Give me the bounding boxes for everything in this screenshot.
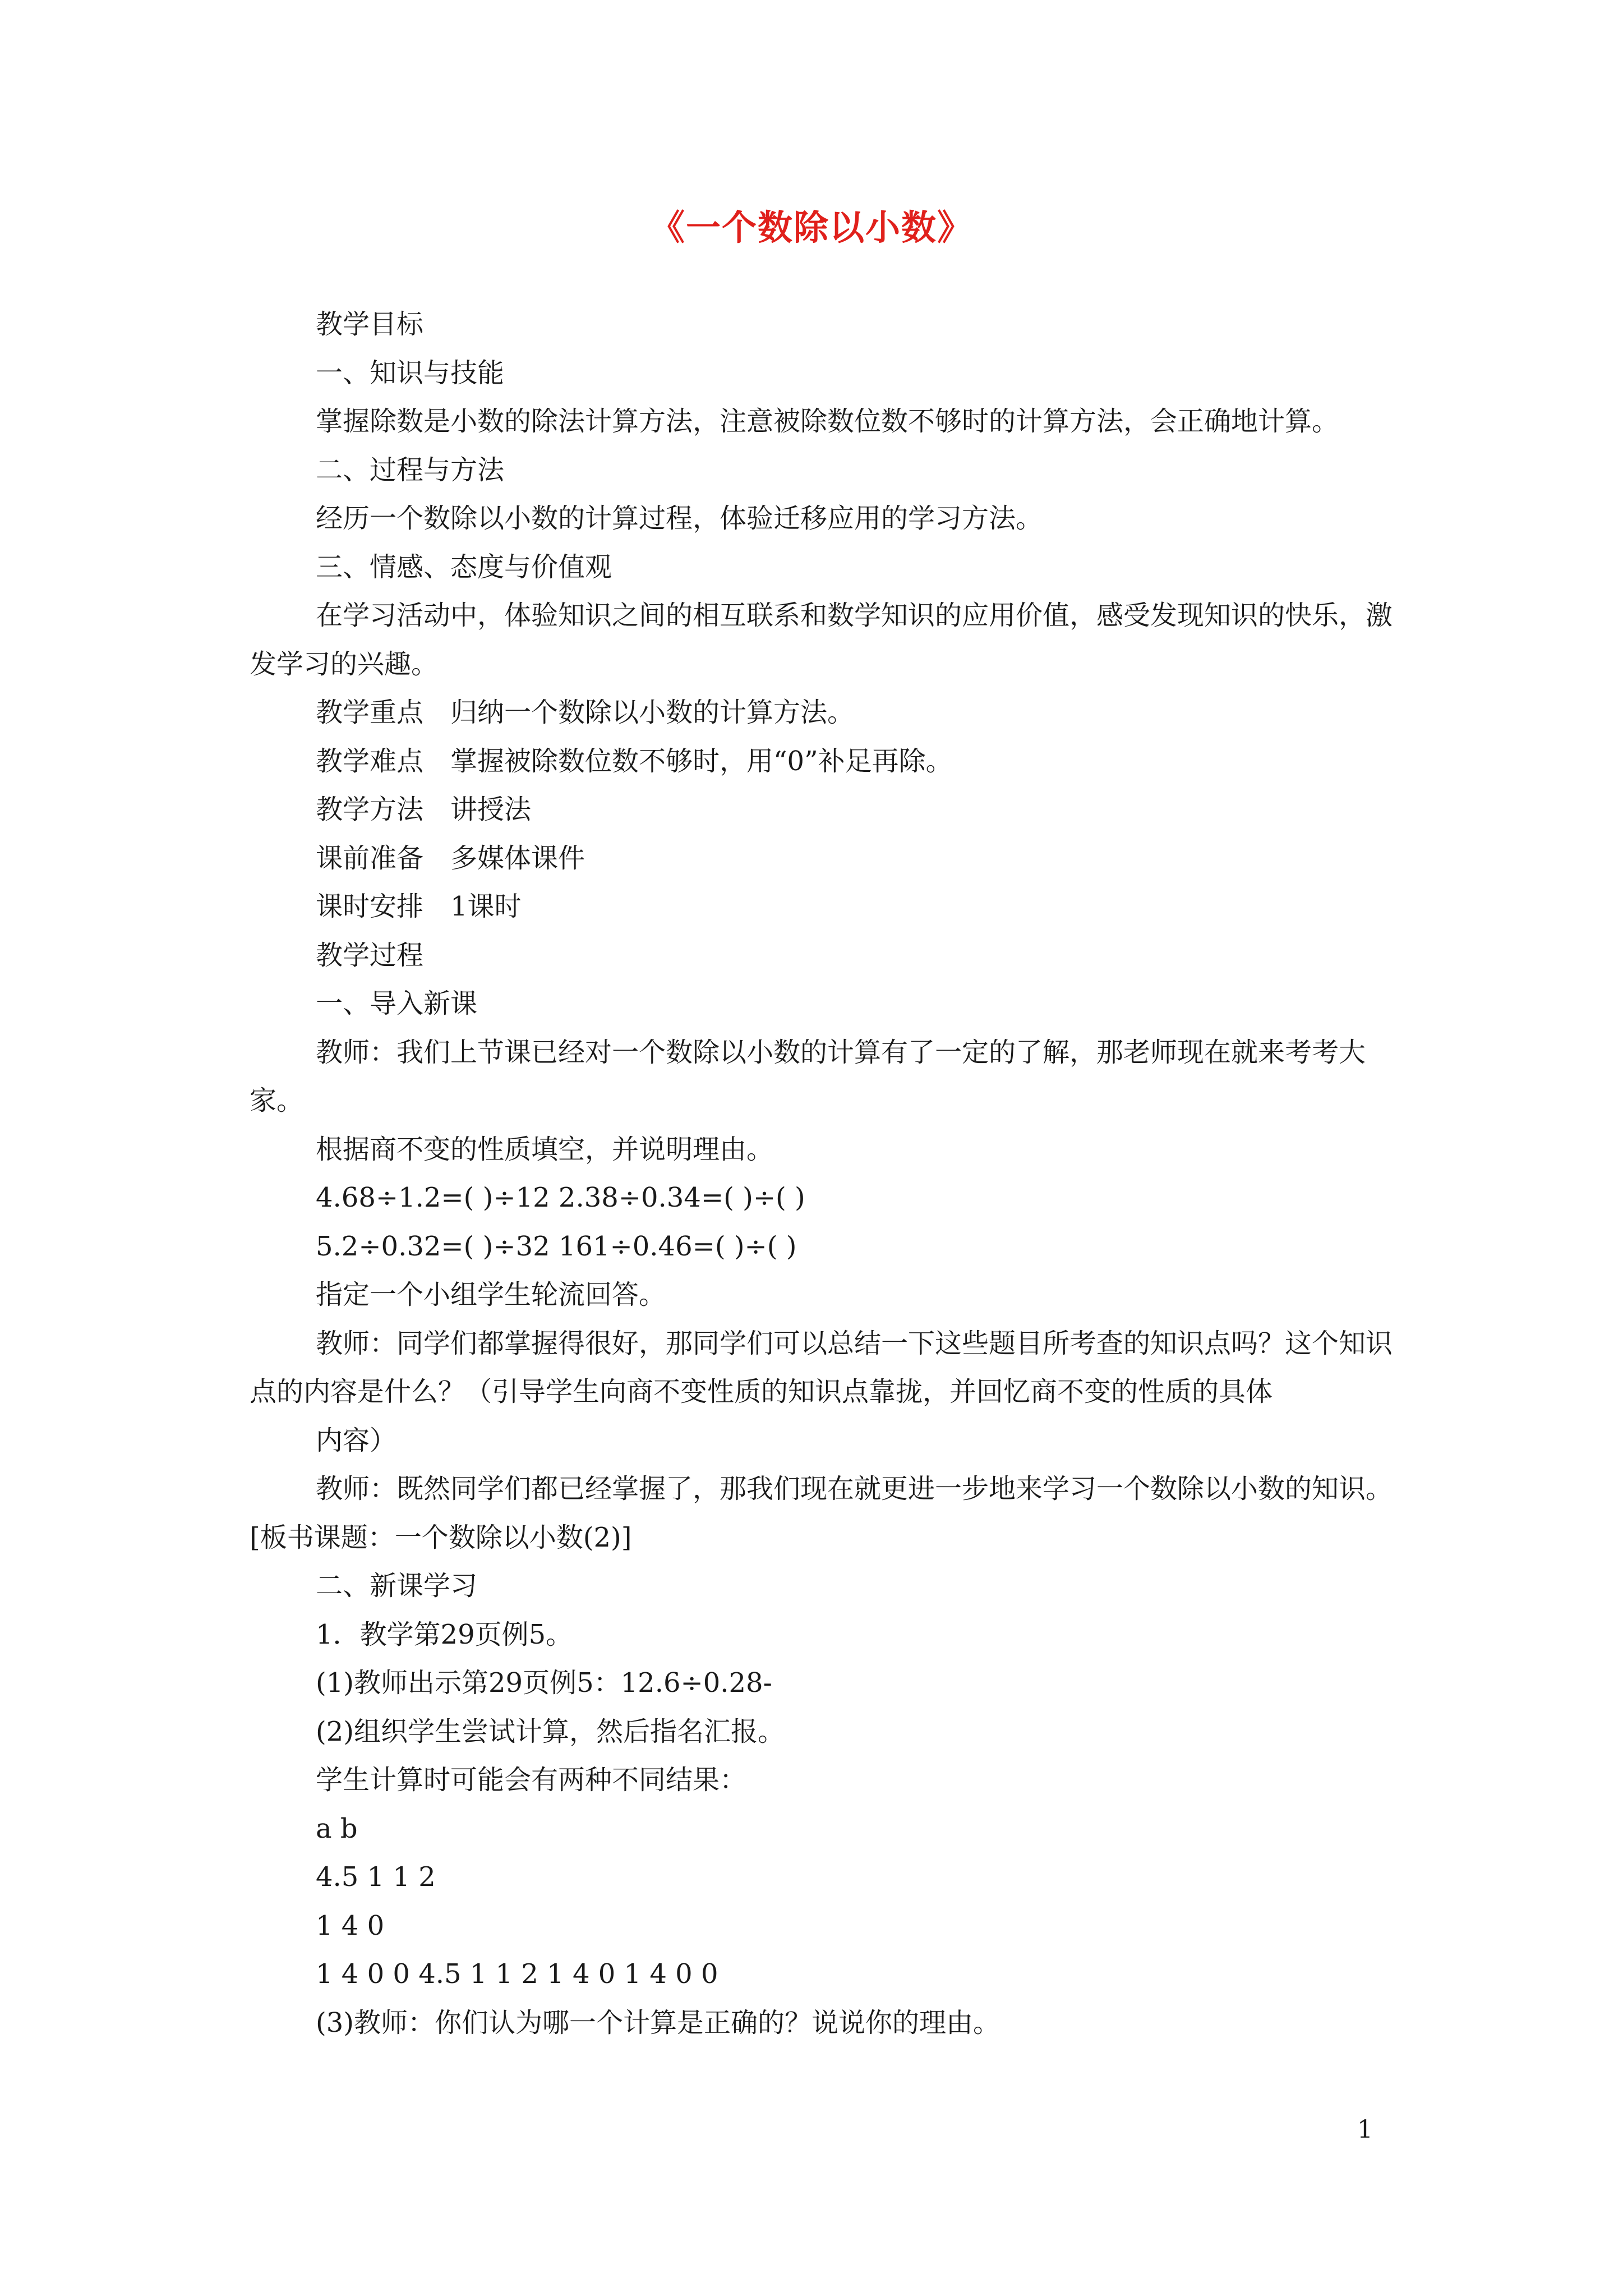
paragraph: 一、知识与技能	[316, 357, 505, 389]
paragraph: 二、新课学习	[316, 1570, 478, 1602]
calc-line: 1 4 0 0 4.5 1 1 2 1 4 0 1 4 0 0	[316, 1958, 718, 1990]
paragraph: 教师：我们上节课已经对一个数除以小数的计算有了一定的了解，那老师现在就来考考大家。	[250, 1036, 1366, 1116]
paragraph: 内容）	[316, 1424, 397, 1456]
math-expression: 4.68÷1.2=( )÷12 2.38÷0.34=( )÷( )	[316, 1182, 805, 1213]
paragraph: 教学重点 归纳一个数除以小数的计算方法。	[316, 697, 855, 728]
paragraph: 在学习活动中，体验知识之间的相互联系和数学知识的应用价值，感受发现知识的快乐，激发学习的兴趣。	[250, 600, 1393, 680]
paragraph: 教学难点 掌握被除数位数不够时，用“0”补足再除。	[316, 745, 953, 777]
paragraph: 掌握除数是小数的除法计算方法，注意被除数位数不够时的计算方法，会正确地计算。	[316, 406, 1339, 437]
page-number: 1	[1357, 2115, 1373, 2144]
paragraph: 教学目标	[316, 309, 424, 340]
paragraph: 教师：既然同学们都已经掌握了，那我们现在就更进一步地来学习一个数除以小数的知识。[板书课题：一个数除以小数(2)]	[250, 1473, 1393, 1553]
paragraph: 经历一个数除以小数的计算过程，体验迁移应用的学习方法。	[316, 503, 1043, 534]
paragraph: 教师：同学们都掌握得很好，那同学们可以总结一下这些题目所考查的知识点吗？这个知识点的内容是什么？（引导学生向商不变性质的知识点靠拢，并回忆商不变的性质的具体	[250, 1327, 1393, 1407]
paragraph: 根据商不变的性质填空，并说明理由。	[316, 1133, 774, 1165]
paragraph: 学生计算时可能会有两种不同结果：	[316, 1764, 747, 1796]
paragraph: 二、过程与方法	[316, 454, 505, 486]
paragraph: (3)教师：你们认为哪一个计算是正确的？说说你的理由。	[316, 2007, 1000, 2039]
document-title: 《一个数除以小数》	[649, 207, 973, 248]
paragraph: 一、导入新课	[316, 988, 478, 1019]
calc-line: a b	[316, 1812, 358, 1844]
paragraph: 指定一个小组学生轮流回答。	[316, 1279, 666, 1310]
paragraph: 教学过程	[316, 939, 424, 971]
paragraph: (2)组织学生尝试计算，然后指名汇报。	[316, 1715, 785, 1747]
paragraph: 课时安排 1课时	[316, 891, 522, 922]
math-expression: 5.2÷0.32=( )÷32 161÷0.46=( )÷( )	[316, 1230, 797, 1262]
paragraph: 三、情感、态度与价值观	[316, 551, 612, 583]
paragraph: 教学方法 讲授法	[316, 794, 532, 825]
paragraph: 课前准备 多媒体课件	[316, 842, 585, 874]
paragraph: (1)教师出示第29页例5：12.6÷0.28-	[316, 1667, 772, 1699]
document-body	[250, 300, 1396, 2047]
calc-line: 1 4 0	[316, 1910, 385, 1941]
paragraph: 1．教学第29页例5。	[316, 1618, 573, 1650]
calc-line: 4.5 1 1 2	[316, 1861, 436, 1893]
